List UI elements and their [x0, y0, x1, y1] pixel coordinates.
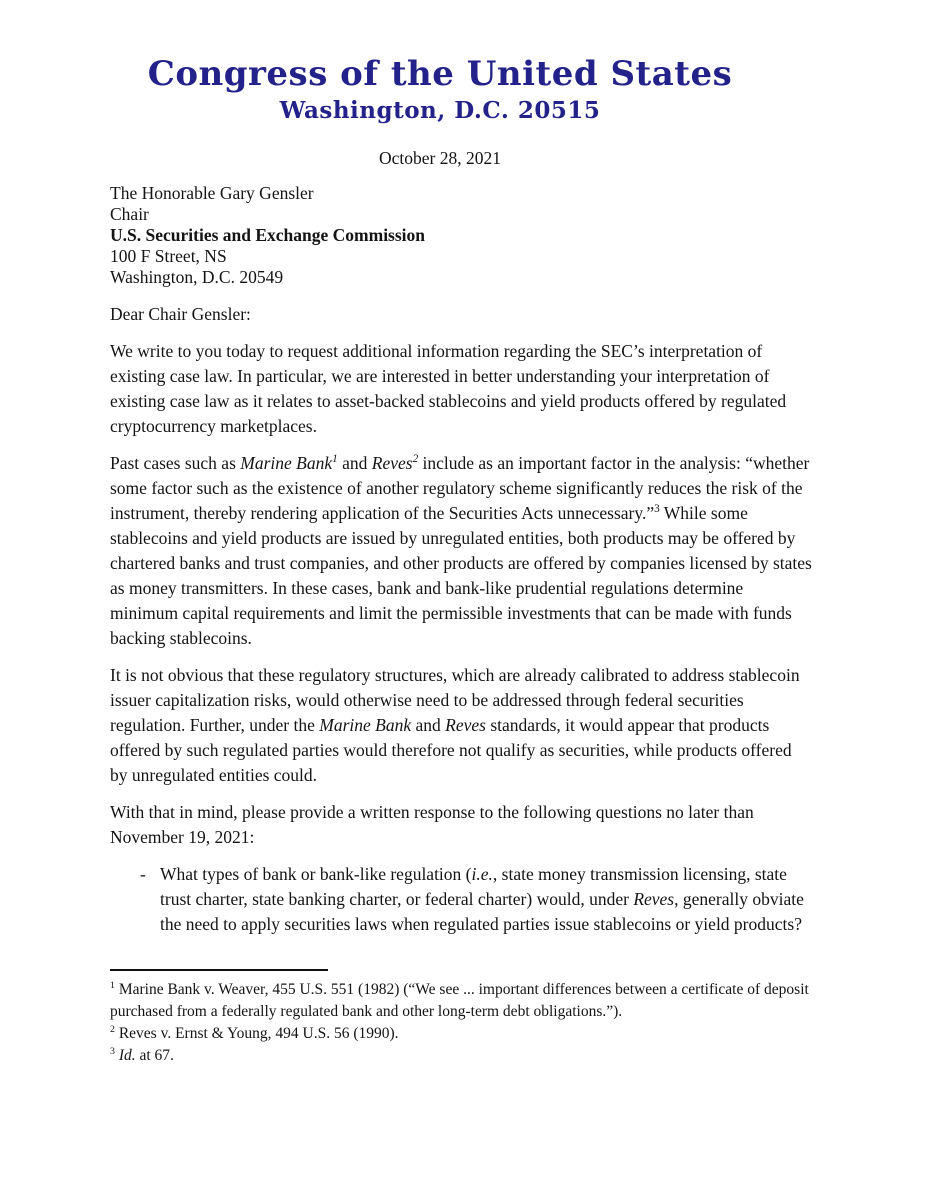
footnotes — [110, 979, 812, 1067]
list-dash-marker: - — [140, 864, 146, 884]
footnote — [110, 1045, 812, 1067]
text-run: Reves — [445, 715, 486, 735]
text-run: We write to you today to request additional information regarding the SEC’s interpretation of existing case law. In particular, we are interested in better understanding your interpretation of existing case law as it relates to asset-backed stablecoins and yield products offered by regulated cryptocurrency marketplaces. — [110, 341, 787, 436]
text-run: With that in mind, please provide a written response to the following questions no later than November 19, 2021: — [110, 802, 754, 847]
letterhead — [89, 0, 791, 124]
recipient-line: U.S. Securities and Exchange Commission — [110, 225, 426, 245]
paragraph — [110, 800, 812, 850]
recipient-line: Washington, D.C. 20549 — [110, 267, 284, 287]
letterhead-subtitle: Washington, D.C. 20515 — [279, 97, 601, 124]
recipient-line: The Honorable Gary Gensler — [110, 183, 314, 203]
text-run: , generally obviate the need to apply securities laws when regulated parties issue stablecoins or yield products? — [160, 889, 804, 934]
text-run: Reves — [371, 453, 413, 473]
recipient-line: Chair — [110, 204, 149, 224]
text-run: at 67. — [135, 1047, 174, 1064]
text-run: , state money transmission licensing, state trust charter, state banking charter, or federal charter) would, under — [160, 864, 787, 909]
letter-body — [110, 339, 812, 850]
question-list — [110, 862, 812, 937]
recipient-line: 100 F Street, NS — [110, 246, 227, 266]
paragraph — [110, 451, 812, 651]
question-item — [110, 862, 812, 937]
text-run: While some stablecoins and yield products are issued by unregulated entities, both products may be offered by chartered banks and trust companies, and other products are offered by companies licensed by states as money transmitters. In these cases, bank and bank-like prudential regulations determine minimum capital requirements and limit the permissible investments that can be made with funds backing stablecoins. — [110, 503, 812, 648]
text-run: and — [411, 715, 446, 735]
paragraph — [110, 339, 812, 439]
text-run: 1 — [332, 453, 338, 466]
salutation: Dear Chair Gensler: — [110, 304, 251, 324]
text-run: Marine Bank — [319, 715, 412, 735]
text-run: What types of bank or bank-like regulation ( — [160, 864, 472, 884]
text-run: 2 — [412, 453, 419, 466]
text-run: It is not obvious that these regulatory structures, which are already calibrated to address stablecoin issuer capitalization risks, would otherwise need to be addressed through federal securities regulation. Further, under the — [110, 665, 800, 735]
footnote — [110, 979, 812, 1023]
question-text — [160, 862, 812, 937]
text-run: 3 — [654, 503, 660, 516]
footnote-separator — [110, 969, 328, 971]
recipient-block — [110, 183, 812, 288]
text-run: standards, it would appear that products offered by such regulated parties would therefore not qualify as securities, while products offered by unregulated entities could. — [110, 715, 792, 785]
footnote-number: 2 — [110, 1023, 115, 1035]
footnote-number: 3 — [110, 1045, 115, 1057]
text-run: i.e. — [471, 864, 493, 884]
text-run: Id. — [118, 1047, 136, 1064]
text-run: and — [337, 453, 372, 473]
footnote-number: 1 — [110, 979, 115, 991]
footnote — [110, 1023, 812, 1045]
text-run: Past cases such as — [110, 453, 241, 473]
text-run: include as an important factor in the analysis: “whether some factor such as the existence of another regulatory scheme significantly reduces the risk of the instrument, thereby rendering application of the Securities Acts unnecessary.” — [110, 453, 810, 523]
text-run: Marine Bank — [240, 453, 333, 473]
date-line: October 28, 2021 — [379, 148, 501, 168]
text-run: Marine Bank v. Weaver, 455 U.S. 551 (1982) (“We see ... important differences between a certificate of deposit purchased from a federally regulated bank and other long-term debt obligations.”). — [110, 981, 809, 1020]
paragraph — [110, 663, 812, 788]
text-run: Reves — [633, 889, 675, 909]
letterhead-title: Congress of the United States — [147, 54, 733, 94]
letter-content — [110, 0, 812, 1067]
text-run: Reves v. Ernst & Young, 494 U.S. 56 (1990). — [114, 1025, 399, 1042]
